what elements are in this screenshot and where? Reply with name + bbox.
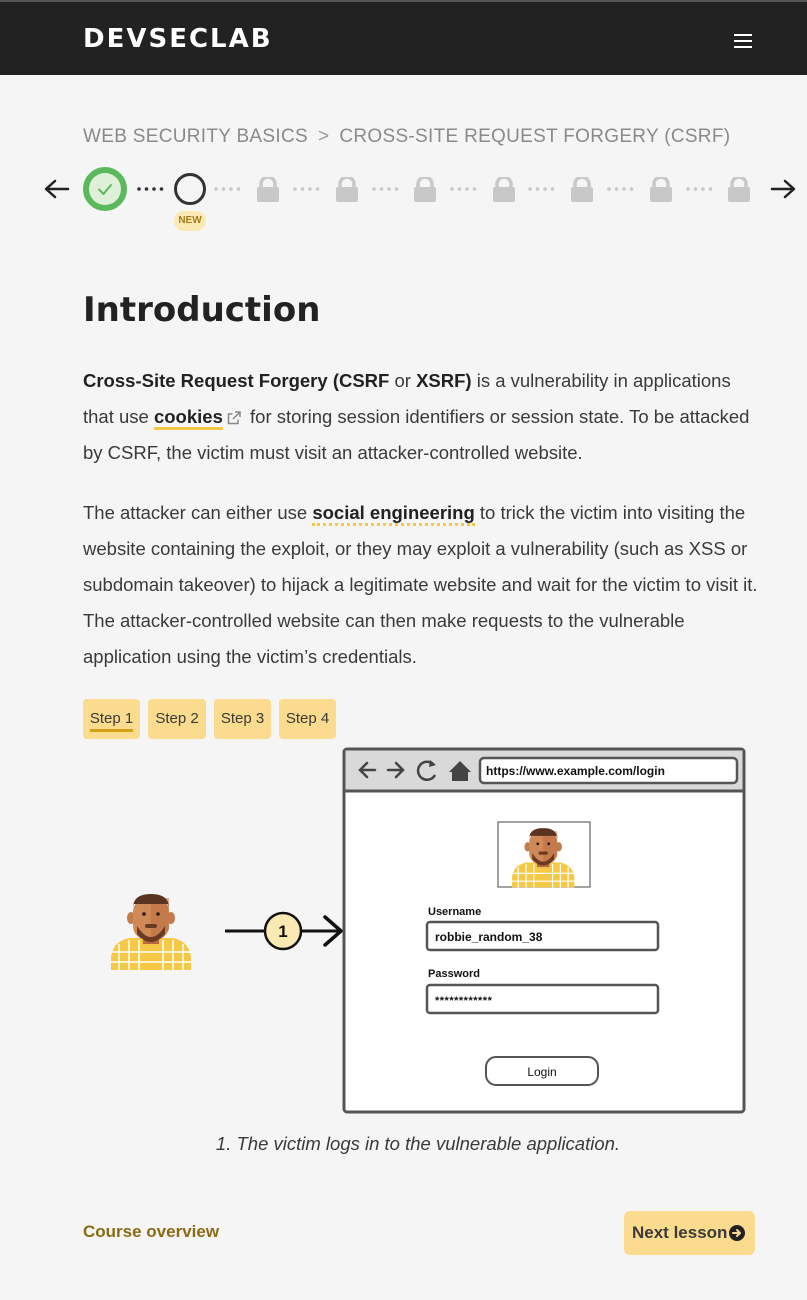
paragraph-text: for storing session identifiers or session state. To be attacked by CSRF, the victim must visit an attacker-controlled website. [83,406,750,463]
step-1-completed[interactable] [83,167,127,211]
tab-step-4[interactable]: Step 4 [279,699,336,739]
new-badge: NEW [174,211,206,231]
browser-url: https://www.example.com/login [486,764,665,778]
social-engineering-link[interactable]: social engineering [312,502,474,526]
intro-paragraph-1 [83,363,763,471]
lock-icon [493,177,515,202]
chevron-right-icon: > [317,126,330,147]
tab-step-3[interactable]: Step 3 [214,699,271,739]
csrf-step-diagram [83,745,763,1125]
arrow-right-icon[interactable] [768,177,798,201]
locked-steps-row [214,177,764,205]
term-csrf: Cross-Site Request Forgery (CSRF [83,370,390,391]
lesson-progress-stepper [0,165,807,235]
external-link-icon[interactable] [227,411,241,425]
lock-icon [414,177,436,202]
lock-icon [728,177,750,202]
lock-icon [336,177,358,202]
hamburger-icon[interactable] [728,26,758,56]
breadcrumb-current-lesson: CROSS-SITE REQUEST FORGERY (CSRF) [339,126,731,147]
tab-step-1[interactable]: Step 1 [83,699,140,739]
step-number-label: 1 [278,922,288,941]
step-connector [137,187,165,191]
diagram-caption: 1. The victim logs in to the vulnerable application. [215,1133,621,1154]
arrow-left-icon[interactable] [42,177,72,201]
paragraph-text: to trick the victim into visiting the website containing the exploit, or they may exploit a vulnerability (such as XSS or subdomain takeover) to hijack a legitimate website and wait for the victim to visit it. The attacker-controlled website can then make requests to the vulnerable application using the victim’s credentials. [83,502,758,667]
breadcrumb [83,126,730,148]
text-or: or [389,370,417,391]
top-navigation-bar [0,0,807,75]
arrow-circle-right-icon [729,1225,745,1241]
login-button-label: Login [527,1065,557,1079]
breadcrumb-course-link[interactable]: WEB SECURITY BASICS [83,126,308,147]
term-xsrf: XSRF) [416,370,472,391]
step-2-current[interactable] [174,173,206,205]
check-icon [89,173,121,205]
site-logo[interactable]: DEVSECLAB [83,24,273,54]
paragraph-text: is a vulnerability in applications that use [83,370,731,427]
username-value: robbie_random_38 [435,930,543,944]
course-overview-link[interactable]: Course overview [83,1222,220,1241]
lock-icon [571,177,593,202]
password-label: Password [428,968,480,980]
victim-person-icon [111,894,191,970]
page-title: Introduction [83,290,321,330]
next-lesson-label: Next lesson [632,1223,728,1242]
password-value: ************ [435,995,493,1007]
lock-icon [650,177,672,202]
cookies-link[interactable]: cookies [154,406,223,430]
tab-step-2[interactable]: Step 2 [148,699,206,739]
lock-icon [257,177,279,202]
paragraph-text: The attacker can either use [83,502,313,523]
intro-paragraph-2 [83,495,763,675]
next-lesson-button[interactable] [624,1211,755,1255]
username-label: Username [428,906,482,918]
